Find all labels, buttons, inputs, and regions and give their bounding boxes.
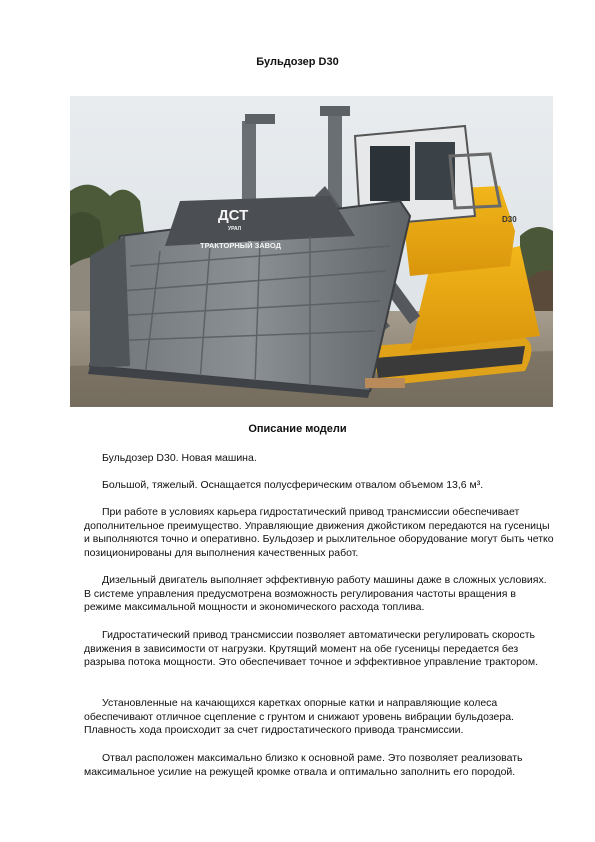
section-subtitle: Описание модели — [248, 423, 347, 435]
bulldozer-photo — [70, 96, 553, 407]
blade-logo: ДСТ — [218, 207, 249, 224]
paragraph-7: Отвал расположен максимально близко к основной раме. Это позволяет реализовать максимальное усилие на режущей кромке отвала и оптимально заполнить его породой. — [84, 752, 523, 778]
paragraph-3: При работе в условиях карьера гидростатический привод трансмиссии обеспечивает дополнительное преимущество. Управляющие движения джойстиком передаются на гусеницы и выполняются точно и оперативно. Бульдозер и рыхлительное оборудование могут быть четко позиционированы для выполнения качественных работ. — [84, 506, 554, 559]
paragraph-4: Дизельный двигатель выполняет эффективную работу машины даже в сложных условиях. В системе управления предусмотрена возможность регулирования частоты вращения в режиме максимальной мощности и экономического расхода топлива. — [84, 574, 547, 613]
paragraph-1: Бульдозер D30. Новая машина. — [102, 452, 257, 464]
paragraph-5: Гидростатический привод трансмиссии позволяет автоматически регулировать скорость движения в зависимости от нагрузки. Крутящий момент на обе гусеницы передается без разрыва потока мощности. Это обеспечивает точное и эффективное управление трактором. — [84, 629, 538, 668]
paragraph-2: Большой, тяжелый. Оснащается полусферическим отвалом объемом 13,6 м³. — [102, 479, 484, 491]
paragraph-6: Установленные на качающихся каретках опорные катки и направляющие колеса обеспечивают отличное сцепление с грунтом и снижают уровень вибрации бульдозера. Плавность хода происходит за счет гидростатического привода трансмиссии. — [84, 697, 514, 736]
cab-model-number: D30 — [502, 215, 517, 224]
document-title: Бульдозер D30 — [256, 56, 339, 68]
blade-caption: ТРАКТОРНЫЙ ЗАВОД — [200, 241, 281, 250]
blade-logo-sub: УРАЛ — [228, 226, 242, 232]
